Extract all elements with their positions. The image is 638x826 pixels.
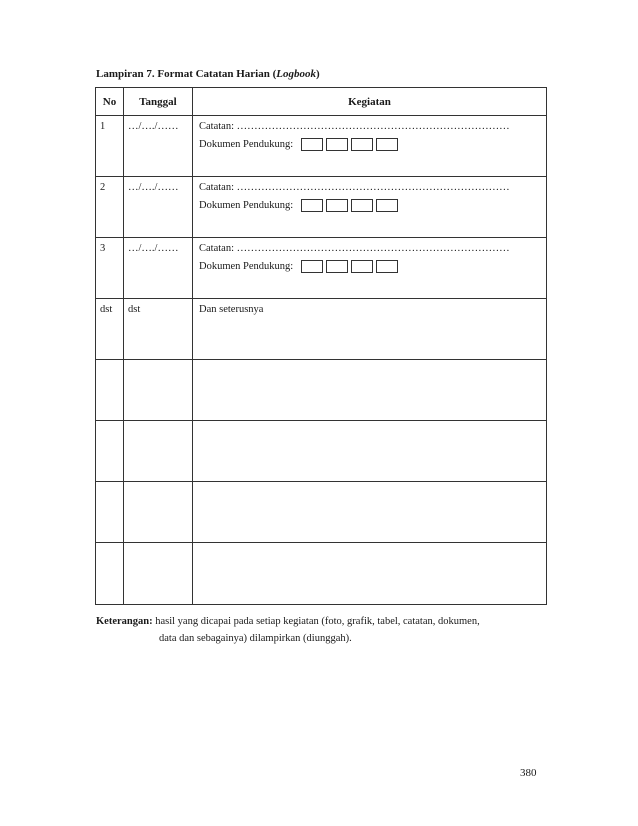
cell-no: [96, 482, 124, 543]
note-line-1: hasil yang dicapai pada setiap kegiatan (foto, grafik, tabel, catatan, dokumen,: [152, 616, 480, 627]
cell-tanggal: [124, 482, 193, 543]
cell-tanggal: [124, 421, 193, 482]
logbook-table: [95, 87, 547, 605]
cell-tanggal: [124, 177, 193, 238]
row-date: …/…./……: [128, 182, 179, 193]
title-prefix: Lampiran 7. Format Catatan Harian (: [96, 68, 277, 80]
table-row: [96, 299, 547, 360]
cell-kegiatan: [193, 360, 547, 421]
empty-table-row: [96, 543, 547, 605]
cell-no: [96, 299, 124, 360]
cell-no: [96, 421, 124, 482]
cell-tanggal: [124, 543, 193, 605]
cell-tanggal: [124, 299, 193, 360]
row-number: 2: [100, 182, 106, 193]
cell-tanggal: [124, 238, 193, 299]
cell-kegiatan: [193, 299, 547, 360]
row-date: …/…./……: [128, 121, 179, 132]
note-line-2: data dan sebagainya) dilampirkan (diunggah).: [159, 633, 352, 644]
cell-tanggal: [124, 116, 193, 177]
cell-no: [96, 360, 124, 421]
attachment-box: [301, 199, 323, 212]
table-row: [96, 177, 547, 238]
row-number: 1: [100, 121, 106, 132]
keterangan-note: [96, 613, 546, 647]
dokumen-label: Dokumen Pendukung:: [199, 200, 294, 211]
cell-tanggal: [124, 360, 193, 421]
attachment-box: [326, 138, 348, 151]
header-no: No: [96, 88, 124, 116]
attachment-box: [376, 260, 398, 273]
cell-kegiatan: [193, 116, 547, 177]
header-tanggal: Tanggal: [124, 88, 193, 116]
header-kegiatan: Kegiatan: [193, 88, 547, 116]
empty-table-row: [96, 360, 547, 421]
page-number: 380: [520, 767, 537, 779]
empty-table-row: [96, 482, 547, 543]
dokumen-label: Dokumen Pendukung:: [199, 139, 294, 150]
table-header-row: [96, 88, 547, 116]
attachment-box: [301, 260, 323, 273]
table-row: [96, 116, 547, 177]
catatan-text: Catatan: ……………………………………………………………………: [199, 121, 510, 132]
attachment-box: [376, 199, 398, 212]
title-italic: Logbook: [276, 68, 316, 80]
dokumen-line: [193, 193, 546, 212]
row-date: dst: [128, 304, 141, 315]
attachment-box: [326, 260, 348, 273]
dokumen-label: Dokumen Pendukung:: [199, 261, 294, 272]
note-label: Keterangan:: [96, 616, 153, 627]
attachment-box: [326, 199, 348, 212]
cell-no: [96, 543, 124, 605]
title-suffix: ): [316, 68, 320, 80]
cell-no: [96, 238, 124, 299]
attachment-box: [351, 138, 373, 151]
dokumen-line: [193, 254, 546, 273]
row-number: dst: [100, 304, 113, 315]
attachment-box: [351, 260, 373, 273]
cell-no: [96, 177, 124, 238]
catatan-text: Catatan: ……………………………………………………………………: [199, 243, 510, 254]
attachment-box: [376, 138, 398, 151]
attachment-box: [351, 199, 373, 212]
catatan-text: Catatan: ……………………………………………………………………: [199, 182, 510, 193]
cell-kegiatan: [193, 177, 547, 238]
document-title: [96, 68, 320, 80]
empty-table-row: [96, 421, 547, 482]
cell-kegiatan: [193, 421, 547, 482]
attachment-box: [301, 138, 323, 151]
kegiatan-text: Dan seterusnya: [199, 304, 264, 315]
cell-kegiatan: [193, 238, 547, 299]
row-number: 3: [100, 243, 106, 254]
dokumen-line: [193, 132, 546, 151]
cell-kegiatan: [193, 482, 547, 543]
row-date: …/…./……: [128, 243, 179, 254]
cell-no: [96, 116, 124, 177]
cell-kegiatan: [193, 543, 547, 605]
table-row: [96, 238, 547, 299]
